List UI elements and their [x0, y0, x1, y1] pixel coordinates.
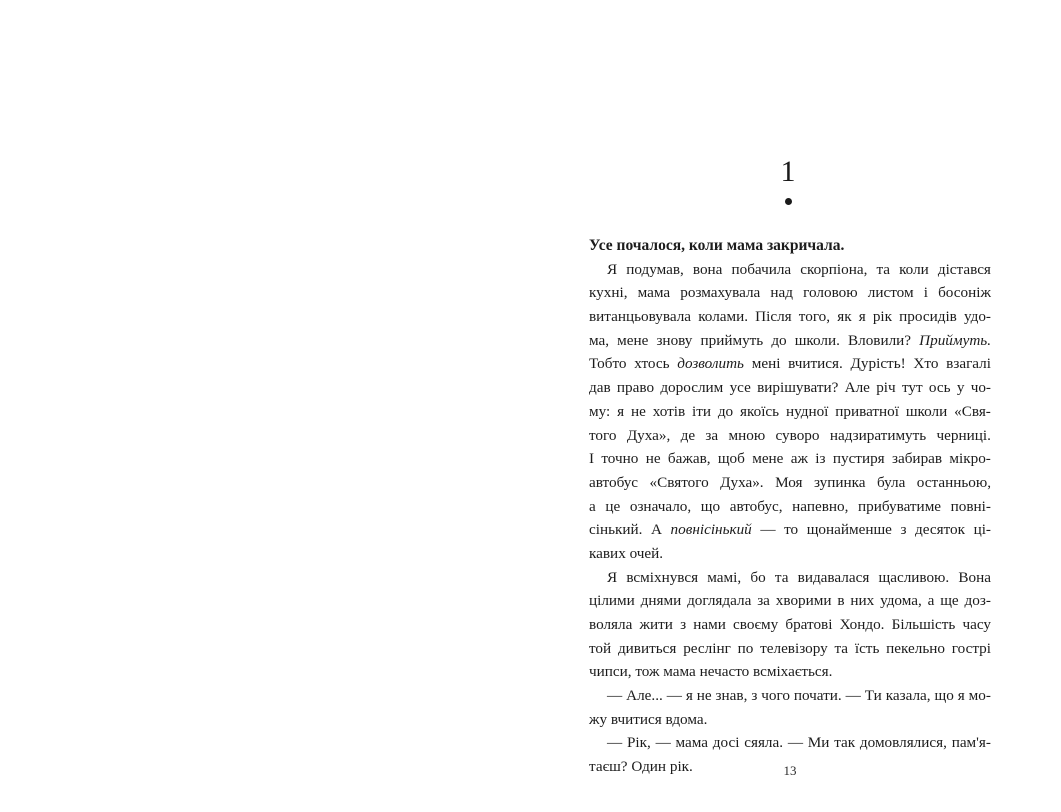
word: точно: [601, 450, 639, 468]
word: Моя: [775, 473, 803, 491]
word: всміхнувся: [626, 568, 699, 586]
word: удома,: [880, 592, 922, 610]
word: взагалі: [946, 355, 991, 373]
text-line: [589, 329, 991, 353]
word: дозволить: [677, 355, 744, 373]
word: у: [956, 379, 965, 397]
word: не: [645, 450, 661, 468]
opening-sentence: Усе почалося, коли мама закричала.: [589, 237, 845, 254]
word: а: [589, 497, 596, 515]
word: знав,: [715, 687, 748, 705]
word: забирав: [891, 450, 943, 468]
word: подумав,: [626, 260, 684, 278]
word: мама: [637, 284, 671, 302]
word: дав: [589, 379, 611, 397]
left-page-blank: [0, 0, 530, 812]
word: ці-: [973, 521, 991, 539]
word: з: [900, 521, 907, 539]
text-line: [589, 234, 991, 258]
word: —: [607, 734, 623, 752]
word: Але: [844, 379, 870, 397]
word: мамі,: [707, 568, 742, 586]
word: тут: [901, 379, 923, 397]
text-line: [589, 305, 991, 329]
word: Більшість: [891, 616, 956, 633]
word: скорпіона,: [800, 260, 868, 278]
word: право: [616, 379, 655, 397]
word: ще: [940, 592, 959, 610]
word: бажав,: [667, 450, 711, 468]
word: почати.: [793, 687, 842, 705]
word: дістався: [937, 260, 991, 278]
word: над: [770, 284, 794, 302]
word: доглядала: [687, 592, 752, 610]
word: хотів: [652, 402, 686, 420]
word: казала,: [885, 687, 931, 705]
word: днями: [640, 592, 682, 610]
word: листом: [867, 284, 914, 302]
word: вчитися.: [788, 355, 843, 373]
word: зупинка: [813, 473, 866, 491]
word: якоїсь: [740, 402, 780, 420]
word: рік: [872, 308, 893, 326]
word: повні-: [950, 497, 991, 515]
word: чого: [761, 687, 790, 705]
word: ось: [928, 379, 951, 397]
word: приймуть: [700, 331, 764, 349]
word: а: [927, 592, 935, 610]
word: знову: [656, 331, 693, 349]
word: хтось: [634, 355, 670, 373]
word: як: [837, 308, 852, 326]
word: пустиря: [832, 450, 885, 468]
word: автобус: [589, 473, 639, 491]
word: вирішувати?: [757, 379, 839, 397]
word: Після: [755, 308, 792, 326]
line-text: кавих очей.: [589, 544, 664, 562]
word: —: [760, 521, 776, 539]
line-text: таєш? Один рік.: [589, 758, 693, 776]
word: дорослим: [660, 379, 724, 397]
word: то: [784, 521, 799, 539]
word: Духа».: [720, 473, 764, 491]
word: щоб: [717, 450, 745, 468]
word: мені: [751, 355, 781, 373]
word: я: [685, 687, 693, 705]
text-line: [589, 471, 991, 495]
word: Але...: [626, 687, 663, 705]
word: щасливою.: [878, 568, 950, 586]
word: із: [815, 450, 826, 468]
word: братові: [785, 616, 833, 633]
word: видавалася: [797, 568, 870, 586]
text-line: [589, 637, 991, 661]
word: це: [605, 497, 621, 515]
word: босоніж: [938, 284, 991, 302]
word: —: [655, 734, 671, 752]
word: не: [630, 402, 646, 420]
word: домовлялися,: [859, 734, 947, 752]
word: удо-: [963, 308, 991, 326]
word: повнісінький: [670, 521, 752, 539]
word: коли: [899, 260, 929, 278]
word: що: [934, 687, 954, 705]
word: Я: [607, 260, 618, 278]
word: останньою,: [916, 473, 991, 491]
text-line: [589, 447, 991, 471]
word: той: [589, 639, 612, 657]
word: «Святого: [649, 473, 709, 491]
word: І: [589, 450, 595, 468]
word: школи: [905, 402, 948, 420]
word: —: [845, 687, 861, 705]
word: мене: [752, 450, 784, 468]
word: пекельно: [886, 639, 945, 657]
word: —: [607, 687, 623, 705]
word: десяток: [915, 521, 965, 539]
word: того: [589, 426, 617, 444]
word: до: [717, 402, 734, 420]
text-line: [589, 258, 991, 282]
word: Рік,: [626, 734, 651, 752]
word: дивиться: [617, 639, 677, 657]
chapter-number: 1: [780, 155, 796, 188]
word: приватної: [835, 402, 899, 420]
word: —: [787, 734, 804, 752]
text-line: [589, 684, 991, 708]
word: до: [771, 331, 787, 349]
word: му:: [589, 402, 611, 420]
word: де: [680, 426, 696, 444]
word: того,: [798, 308, 831, 326]
word: я: [617, 402, 625, 420]
word: я: [858, 308, 866, 326]
word: мене: [617, 331, 649, 349]
word: —: [666, 687, 682, 705]
word: часу: [962, 616, 991, 633]
text-line: [589, 400, 991, 424]
text-line: [589, 708, 991, 732]
word: я: [957, 687, 965, 705]
text-line: [589, 352, 991, 376]
word: головою: [803, 284, 858, 302]
word: мама: [675, 734, 709, 752]
word: доз-: [964, 592, 991, 610]
word: напевно,: [792, 497, 849, 515]
word: жити: [639, 616, 673, 633]
word: них: [850, 592, 875, 610]
word: пам'я-: [951, 734, 991, 752]
word: Вловили?: [848, 331, 912, 349]
word: черниці.: [936, 426, 991, 444]
chapter-ornament-dot: [785, 198, 792, 205]
text-line: [589, 542, 991, 566]
word: означало,: [629, 497, 692, 515]
line-text: жу вчитися вдома.: [589, 710, 708, 728]
word: іти: [691, 402, 711, 420]
word: Вона: [958, 568, 991, 586]
word: їсть: [854, 639, 880, 657]
word: нудної: [785, 402, 829, 420]
word: щонайменше: [806, 521, 892, 539]
word: так: [834, 734, 856, 752]
word: А: [651, 521, 662, 539]
word: за: [705, 426, 719, 444]
word: Приймуть.: [919, 331, 991, 349]
word: не: [696, 687, 712, 705]
word: прибуватиме: [858, 497, 942, 515]
text-line: [589, 660, 991, 684]
word: досі: [712, 734, 740, 752]
text-line: [589, 518, 991, 542]
word: просидів: [899, 308, 957, 326]
word: автобус,: [729, 497, 783, 515]
text-line: [589, 731, 991, 755]
word: Дурість!: [850, 355, 906, 373]
word: Я: [607, 568, 618, 586]
text-line: [589, 589, 991, 613]
word: і: [923, 284, 928, 302]
body-text: [589, 234, 991, 779]
word: по: [737, 639, 754, 657]
word: «Свя-: [954, 402, 991, 420]
word: чо-: [970, 379, 991, 397]
word: бо: [750, 568, 766, 586]
word: Хто: [913, 355, 939, 373]
word: Хондо.: [839, 616, 885, 633]
word: школи.: [794, 331, 840, 349]
page-number: 13: [783, 763, 797, 778]
word: цілими: [589, 592, 635, 610]
word: розмахувала: [680, 284, 761, 302]
word: Тобто: [589, 355, 627, 373]
word: була: [876, 473, 906, 491]
word: хворими: [775, 592, 832, 610]
word: та: [834, 639, 849, 657]
word: мо-: [968, 687, 991, 705]
word: сяяла.: [744, 734, 784, 752]
word: реслінг: [683, 639, 731, 657]
word: колами.: [698, 308, 749, 326]
word: Духа»,: [626, 426, 671, 444]
word: річ: [876, 379, 896, 397]
line-text: чипси, тож мама нечасто всміхається.: [589, 663, 833, 681]
text-line: [589, 566, 991, 590]
word: Ми: [807, 734, 830, 752]
word: воляла: [589, 616, 633, 633]
word: ма,: [589, 331, 610, 349]
word: сінький.: [589, 521, 643, 539]
word: та: [876, 260, 891, 278]
word: аж: [790, 450, 808, 468]
word: кухні,: [589, 284, 628, 302]
word: з: [680, 616, 687, 633]
word: надзиратимуть: [829, 426, 927, 444]
word: нами: [693, 616, 726, 633]
word: гострі: [951, 639, 991, 657]
word: за: [757, 592, 770, 610]
word: мною: [728, 426, 766, 444]
word: телевізору: [760, 639, 828, 657]
word: побачила: [731, 260, 792, 278]
word: та: [774, 568, 789, 586]
word: в: [837, 592, 845, 610]
word: вона: [692, 260, 723, 278]
text-line: [589, 613, 991, 637]
word: мікро-: [949, 450, 991, 468]
word: суворо: [775, 426, 820, 444]
word: Ти: [864, 687, 882, 705]
word: своєму: [733, 616, 779, 633]
word: з: [751, 687, 758, 705]
text-line: [589, 495, 991, 519]
text-line: [589, 281, 991, 305]
word: усе: [729, 379, 751, 397]
word: що: [700, 497, 721, 515]
word: витанцьовувала: [589, 308, 692, 326]
text-line: [589, 424, 991, 448]
text-line: [589, 376, 991, 400]
